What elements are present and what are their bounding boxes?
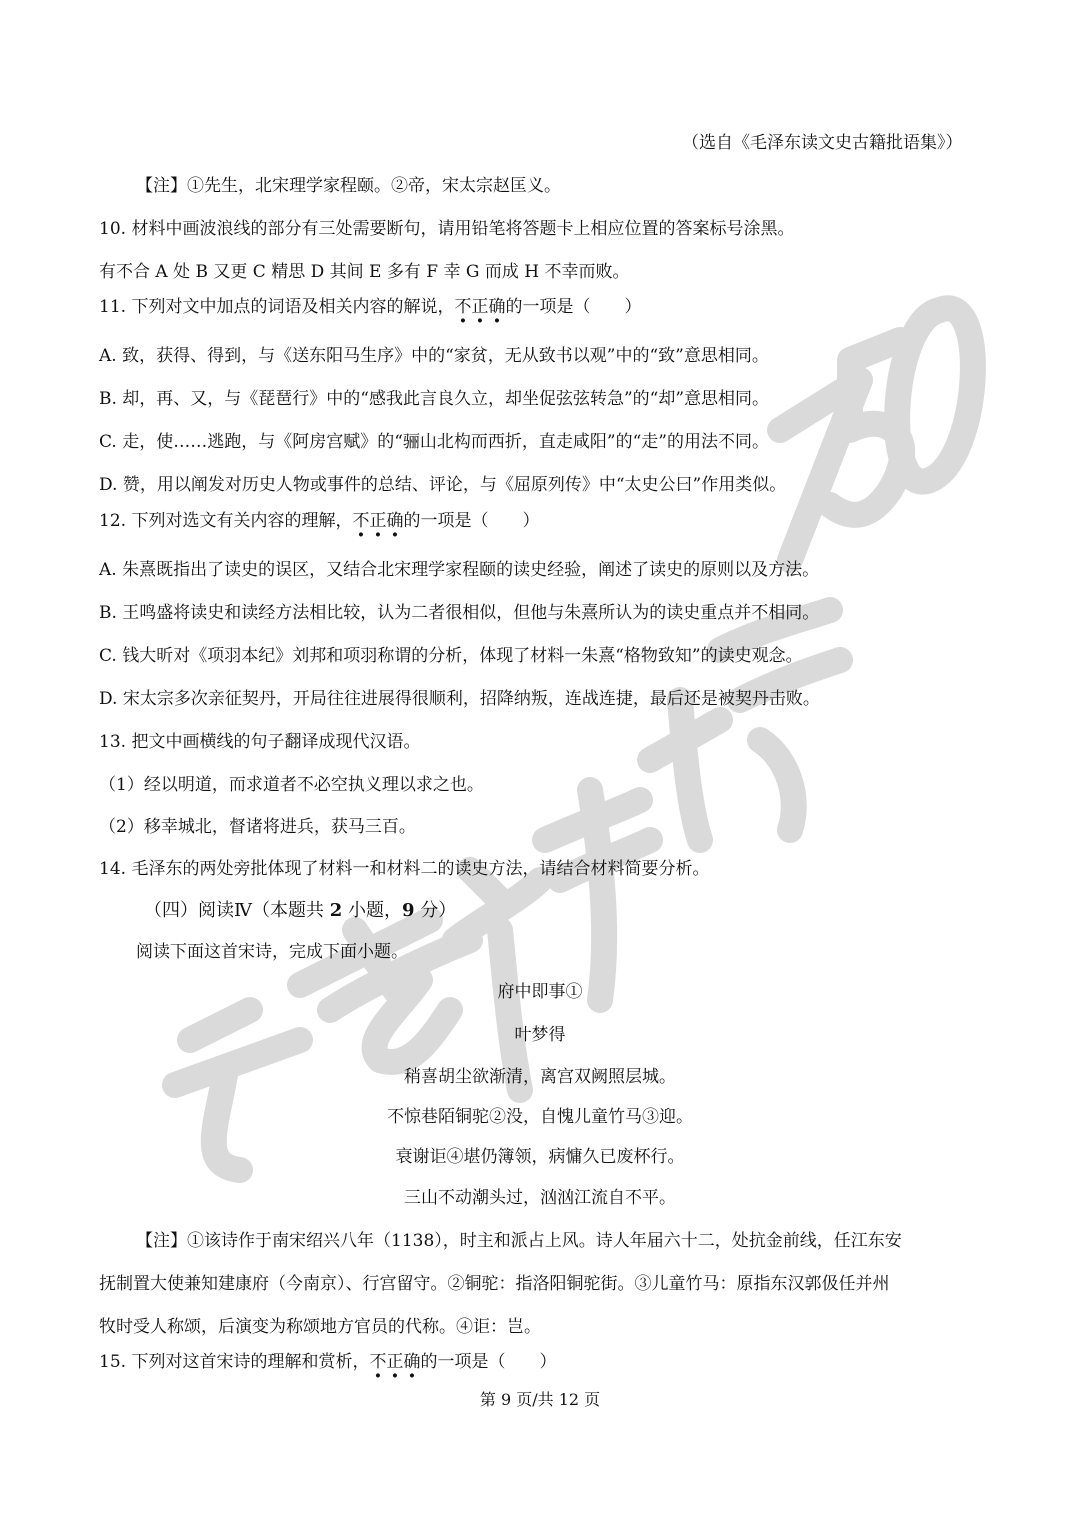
option-12-d: D. 宋太宗多次亲征契丹，开局往往进展得很顺利，招降纳叛，连战连捷，最后还是被契丹击败。 [99, 689, 820, 709]
question-12-prefix: 12. 下列对选文有关内容的理解， [99, 511, 353, 531]
question-15-prefix: 15. 下列对这首宋诗的理解和赏析， [99, 1352, 370, 1372]
source-citation: （选自《毛泽东读文史古籍批语集》） [682, 133, 963, 153]
question-10: 10. 材料中画波浪线的部分有三处需要断句，请用铅笔将答题卡上相应位置的答案标号涂黑。 [99, 219, 795, 239]
poem-line-1: 稍喜胡尘欲渐清，离宫双阙照层城。 [404, 1067, 676, 1087]
question-12 [99, 510, 539, 532]
section-4-count: 2 [329, 900, 343, 921]
section-4-middle: 小题， [342, 900, 402, 921]
emphasis-char: 确 [488, 297, 506, 317]
poem-line-2: 不惊巷陌铜驼②没，自愧儿童竹马③迎。 [387, 1107, 693, 1127]
question-13: 13. 把文中画横线的句子翻译成现代汉语。 [99, 732, 421, 752]
poem-author: 叶梦得 [514, 1025, 566, 1045]
question-15 [99, 1351, 556, 1373]
option-12-b: B. 王鸣盛将读史和读经方法相比较，认为二者很相似，但他与朱熹所认为的读史重点并不相同。 [99, 603, 820, 623]
option-11-b: B. 却，再、又，与《琵琶行》中的“感我此言良久立，却坐促弦弦转急”的“却”意思相同。 [99, 389, 770, 409]
section-4-intro: 阅读下面这首宋诗，完成下面小题。 [136, 942, 408, 962]
emphasis-char: 确 [403, 1352, 421, 1372]
note-2-line-3: 牧时受人称颂，后演变为称颂地方官员的代称。④讵：岂。 [99, 1317, 541, 1337]
question-11-suffix: 的一项是（ ） [505, 297, 642, 317]
page-footer: 第 9 页/共 12 页 [479, 1390, 601, 1409]
poem-title: 府中即事① [497, 982, 583, 1002]
option-11-d: D. 赞，用以阐发对历史人物或事件的总结、评论，与《屈原列传》中“太史公曰”作用类似。 [99, 475, 787, 495]
section-4-heading [144, 900, 456, 922]
option-11-a: A. 致，获得、得到，与《送东阳马生序》中的“家贫，无从致书以观”中的“致”意思相同。 [99, 346, 769, 366]
question-14: 14. 毛泽东的两处旁批体现了材料一和材料二的读史方法，请结合材料简要分析。 [99, 859, 710, 879]
question-13-item-1: （1）经以明道，而求道者不必空执义理以求之也。 [99, 775, 484, 795]
question-11 [99, 296, 641, 318]
emphasis-char: 不 [369, 1352, 387, 1372]
question-10-sentence: 有不合 A 处 B 又更 C 精思 D 其间 E 多有 F 幸 G 而成 H 不幸而败。 [99, 262, 630, 282]
section-4-suffix: 分） [414, 900, 457, 921]
note-2-line-2: 抚制置大使兼知建康府（今南京）、行宫留守。②铜驼：指洛阳铜驼街。③儿童竹马：原指东汉郭伋任并州 [99, 1274, 890, 1294]
emphasis-char: 正 [369, 511, 387, 531]
emphasis-char: 不 [454, 297, 472, 317]
note-1: 【注】①先生，北宋理学家程颐。②帝，宋太宗赵匡义。 [136, 176, 561, 196]
poem-line-4: 三山不动潮头过，汹汹江流自不平。 [404, 1188, 676, 1208]
emphasis-char: 正 [471, 297, 489, 317]
poem-line-3: 衰谢讵④堪仍簿领，病慵久已废杯行。 [395, 1147, 685, 1167]
option-12-a: A. 朱熹既指出了读史的误区，又结合北宋理学家程颐的读史经验，阐述了读史的原则以及方法。 [99, 560, 820, 580]
section-4-score: 9 [401, 900, 415, 921]
question-11-prefix: 11. 下列对文中加点的词语及相关内容的解说， [99, 297, 455, 317]
option-12-c: C. 钱大昕对《项羽本纪》刘邦和项羽称谓的分析，体现了材料一朱熹“格物致知”的读史观念。 [99, 646, 803, 666]
section-4-prefix: （四）阅读Ⅳ（本题共 [144, 900, 330, 921]
note-2-line-1: 【注】①该诗作于南宋绍兴八年（1138），时主和派占上风。诗人年届六十二，处抗金前线，任江东安 [136, 1231, 902, 1251]
option-11-c: C. 走，使……逃跑，与《阿房宫赋》的“骊山北构而西折，直走咸阳”的“走”的用法不同。 [99, 432, 769, 452]
question-13-item-2: （2）移幸城北，督诸将进兵，获马三百。 [99, 817, 416, 837]
emphasis-char: 确 [386, 511, 404, 531]
question-12-suffix: 的一项是（ ） [403, 511, 540, 531]
emphasis-char: 正 [386, 1352, 404, 1372]
question-15-suffix: 的一项是（ ） [420, 1352, 557, 1372]
emphasis-char: 不 [352, 511, 370, 531]
